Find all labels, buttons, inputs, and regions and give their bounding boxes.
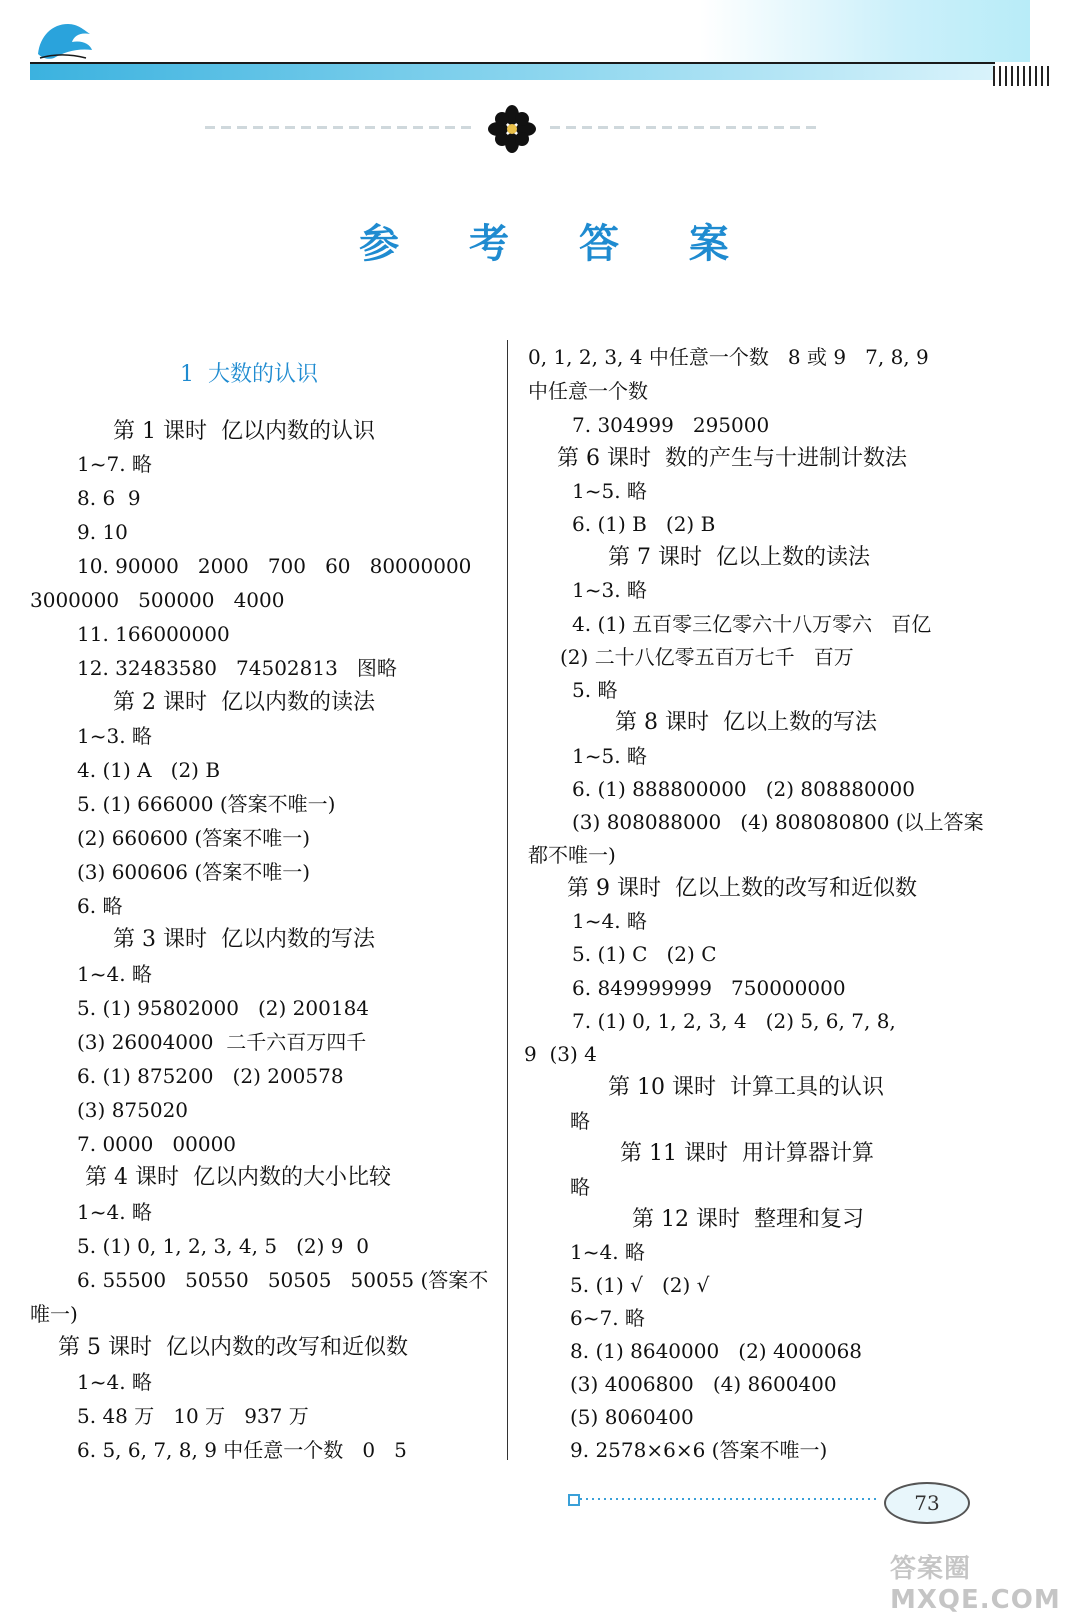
answer-line: 5. (1) C (2) C [572, 942, 717, 966]
header-band [30, 62, 995, 80]
answer-line: 7. 0000 00000 [77, 1132, 237, 1156]
answer-line: (3) 4006800 (4) 8600400 [570, 1372, 837, 1396]
answer-line: 唯一) [30, 1302, 78, 1326]
answer-line: 1~5. 略 [572, 479, 647, 503]
lesson-heading: 第 3 课时 亿以内数的写法 [113, 927, 375, 952]
flower-ornament-icon [488, 105, 536, 153]
answer-line: 12. 32483580 74502813 图略 [77, 656, 397, 680]
answer-line: 7. (1) 0, 1, 2, 3, 4 (2) 5, 6, 7, 8, [572, 1009, 896, 1033]
answer-line: 1~5. 略 [572, 744, 647, 768]
lesson-heading: 第 11 课时 用计算器计算 [620, 1141, 874, 1166]
answer-line: 9. 2578×6×6 (答案不唯一) [570, 1438, 828, 1462]
answer-line: (2) 二十八亿零五百万七千 百万 [560, 645, 854, 669]
header-gradient [700, 0, 1030, 62]
answer-line: (3) 875020 [77, 1098, 189, 1122]
lesson-heading: 第 7 课时 亿以上数的读法 [608, 545, 870, 570]
answer-line: 1~4. 略 [77, 1370, 152, 1394]
answer-line: 6. 略 [77, 894, 123, 918]
ornament-dots-right [550, 126, 820, 129]
watermark: 答案圈 MXQE.COM [890, 1554, 1061, 1615]
answer-line: 中任意一个数 [528, 379, 648, 403]
answer-line: 5. (1) 0, 1, 2, 3, 4, 5 (2) 9 0 [77, 1234, 369, 1258]
footer-square-icon [568, 1494, 580, 1506]
answer-line: (3) 26004000 二千六百万四千 [77, 1030, 367, 1054]
lesson-heading: 第 4 课时 亿以内数的大小比较 [85, 1165, 391, 1190]
wave-logo-icon [34, 14, 96, 62]
answer-line: 8. (1) 8640000 (2) 4000068 [570, 1339, 863, 1363]
answer-line: 1~4. 略 [572, 909, 647, 933]
answer-line: 10. 90000 2000 700 60 80000000 [77, 554, 472, 578]
answer-line: 9. 10 [77, 520, 128, 544]
answer-line: 6. 849999999 750000000 [572, 976, 846, 1000]
answer-line: 都不唯一) [528, 843, 616, 867]
answer-line: 1~3. 略 [572, 578, 647, 602]
answer-line: 5. (1) 95802000 (2) 200184 [77, 996, 370, 1020]
answer-line: 略 [570, 1109, 590, 1133]
section-heading: 1 大数的认识 [180, 362, 318, 387]
answer-line: 5. (1) √ (2) √ [570, 1273, 710, 1297]
answer-line: 6. (1) 888800000 (2) 808880000 [572, 777, 915, 801]
answer-line: 6. 55500 50550 50505 50055 (答案不 [77, 1268, 489, 1292]
ornament-dots-left [205, 126, 475, 129]
answer-line: 5. 略 [572, 678, 618, 702]
answer-line: 7. 304999 295000 [572, 413, 770, 437]
answer-line: 9 (3) 4 [524, 1042, 597, 1066]
answer-line: 1~4. 略 [77, 962, 152, 986]
page-number: 73 [884, 1482, 970, 1524]
lesson-heading: 第 2 课时 亿以内数的读法 [113, 690, 375, 715]
answer-line: 1~4. 略 [77, 1200, 152, 1224]
lesson-heading: 第 6 课时 数的产生与十进制计数法 [557, 446, 907, 471]
lesson-heading: 第 8 课时 亿以上数的写法 [615, 710, 877, 735]
answer-line: (5) 8060400 [570, 1405, 694, 1429]
page-title: 参 考 答 案 [359, 220, 757, 267]
lesson-heading: 第 12 课时 整理和复习 [632, 1207, 864, 1232]
answer-line: 1~3. 略 [77, 724, 152, 748]
header-rule [30, 62, 995, 64]
column-divider [507, 340, 508, 1460]
answer-line: (3) 808088000 (4) 808080800 (以上答案 [572, 810, 984, 834]
answer-line: (2) 660600 (答案不唯一) [77, 826, 310, 850]
answer-line: 6. (1) 875200 (2) 200578 [77, 1064, 344, 1088]
answer-line: (3) 600606 (答案不唯一) [77, 860, 310, 884]
answer-line: 5. (1) 666000 (答案不唯一) [77, 792, 336, 816]
answer-line: 3000000 500000 4000 [30, 588, 285, 612]
answer-line: 6. (1) B (2) B [572, 512, 716, 536]
answer-line: 11. 166000000 [77, 622, 230, 646]
lesson-heading: 第 1 课时 亿以内数的认识 [113, 419, 375, 444]
answer-line: 1~4. 略 [570, 1240, 645, 1264]
barcode-mark [993, 66, 1049, 86]
answer-line: 略 [570, 1175, 590, 1199]
lesson-heading: 第 5 课时 亿以内数的改写和近似数 [58, 1335, 408, 1360]
footer-dotted-rule [580, 1498, 880, 1500]
answer-line: 4. (1) 五百零三亿零六十八万零六 百亿 [572, 612, 932, 636]
answer-line: 5. 48 万 10 万 937 万 [77, 1404, 309, 1428]
answer-line: 4. (1) A (2) B [77, 758, 221, 782]
answer-line: 8. 6 9 [77, 486, 141, 510]
answer-line: 1~7. 略 [77, 452, 152, 476]
lesson-heading: 第 9 课时 亿以上数的改写和近似数 [567, 876, 917, 901]
lesson-heading: 第 10 课时 计算工具的认识 [608, 1075, 884, 1100]
answer-line: 0, 1, 2, 3, 4 中任意一个数 8 或 9 7, 8, 9 [528, 345, 929, 369]
answer-line: 6~7. 略 [570, 1306, 645, 1330]
answer-line: 6. 5, 6, 7, 8, 9 中任意一个数 0 5 [77, 1438, 407, 1462]
